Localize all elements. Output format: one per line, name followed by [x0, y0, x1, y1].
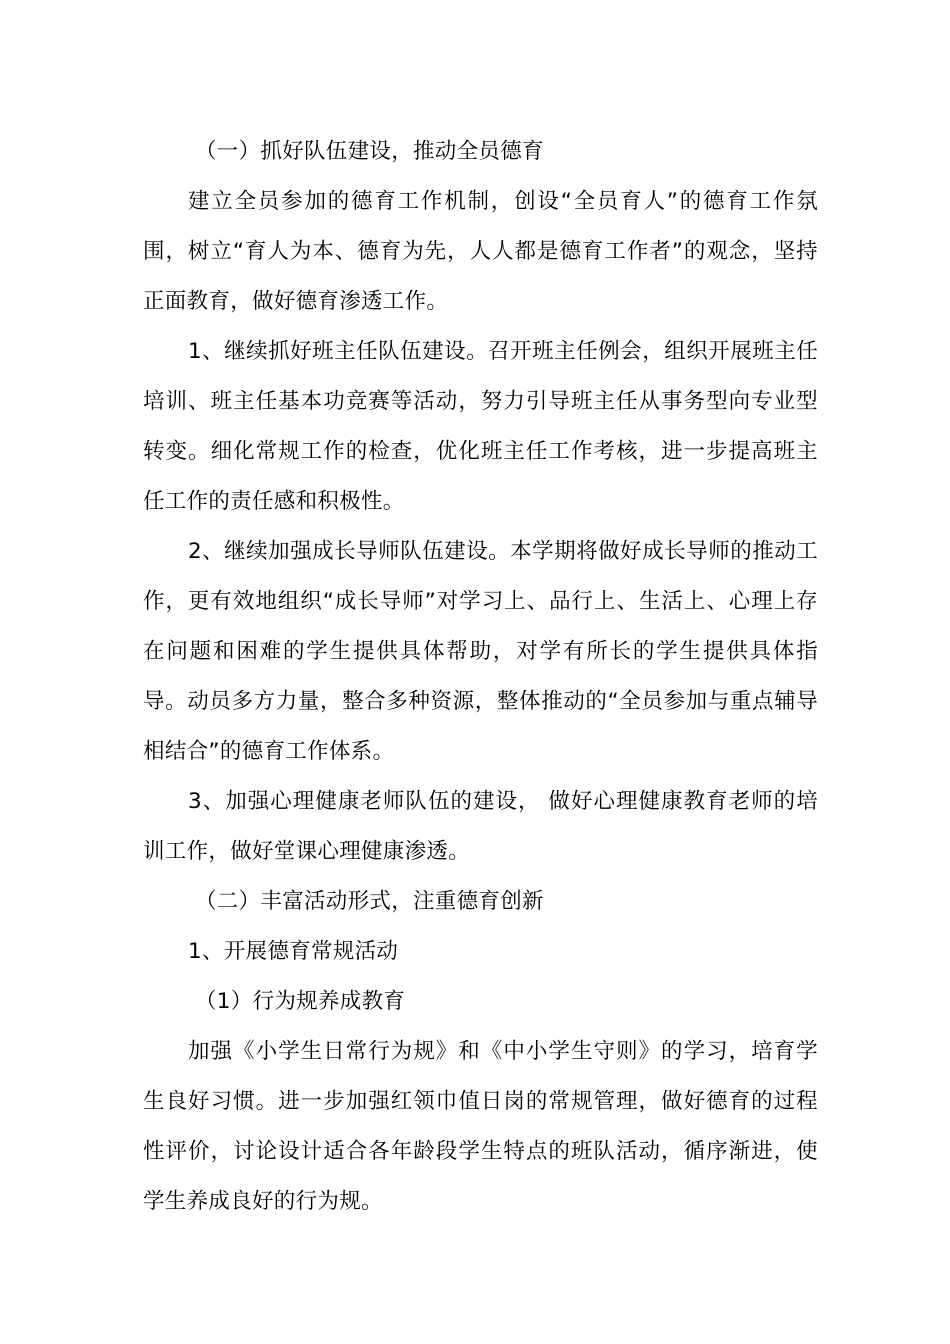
subsection-heading-2: （1）行为规养成教育	[195, 989, 406, 1014]
section-heading-2: （二）丰富活动形式，注重德育创新	[195, 889, 544, 914]
paragraph-1: 建立全员参加的德育工作机制，创设“全员育人”的德育工作氛围，树立“育人为本、德育为先，人人都是德育工作者”的观念，坚持正面教育，做好德育渗透工作。	[143, 189, 818, 314]
document-body	[143, 127, 818, 1227]
section-heading-1: （一）抓好队伍建设，推动全员德育	[195, 139, 544, 164]
paragraph-4: 3、加强心理健康老师队伍的建设， 做好心理健康教育老师的培训工作，做好堂课心理健康渗透。	[143, 789, 818, 864]
subsection-heading-1: 1、开展德育常规活动	[188, 939, 399, 964]
paragraph-3: 2、继续加强成长导师队伍建设。本学期将做好成长导师的推动工作，更有效地组织“成长导师”对学习上、品行上、生活上、心理上存在问题和困难的学生提供具体帮助，对学有所长的学生提供具体指导。动员多方力量，整合多种资源，整体推动的“全员参加与重点辅导相结合”的德育工作体系。	[143, 539, 818, 764]
paragraph-5: 加强《小学生日常行为规》和《中小学生守则》的学习，培育学生良好习惯。进一步加强红领巾值日岗的常规管理，做好德育的过程性评价，讨论设计适合各年龄段学生特点的班队活动，循序渐进，使学生养成良好的行为规。	[143, 1039, 818, 1214]
paragraph-2: 1、继续抓好班主任队伍建设。召开班主任例会，组织开展班主任培训、班主任基本功竞赛等活动，努力引导班主任从事务型向专业型转变。细化常规工作的检查，优化班主任工作考核，进一步提高班主任工作的责任感和积极性。	[143, 339, 818, 514]
